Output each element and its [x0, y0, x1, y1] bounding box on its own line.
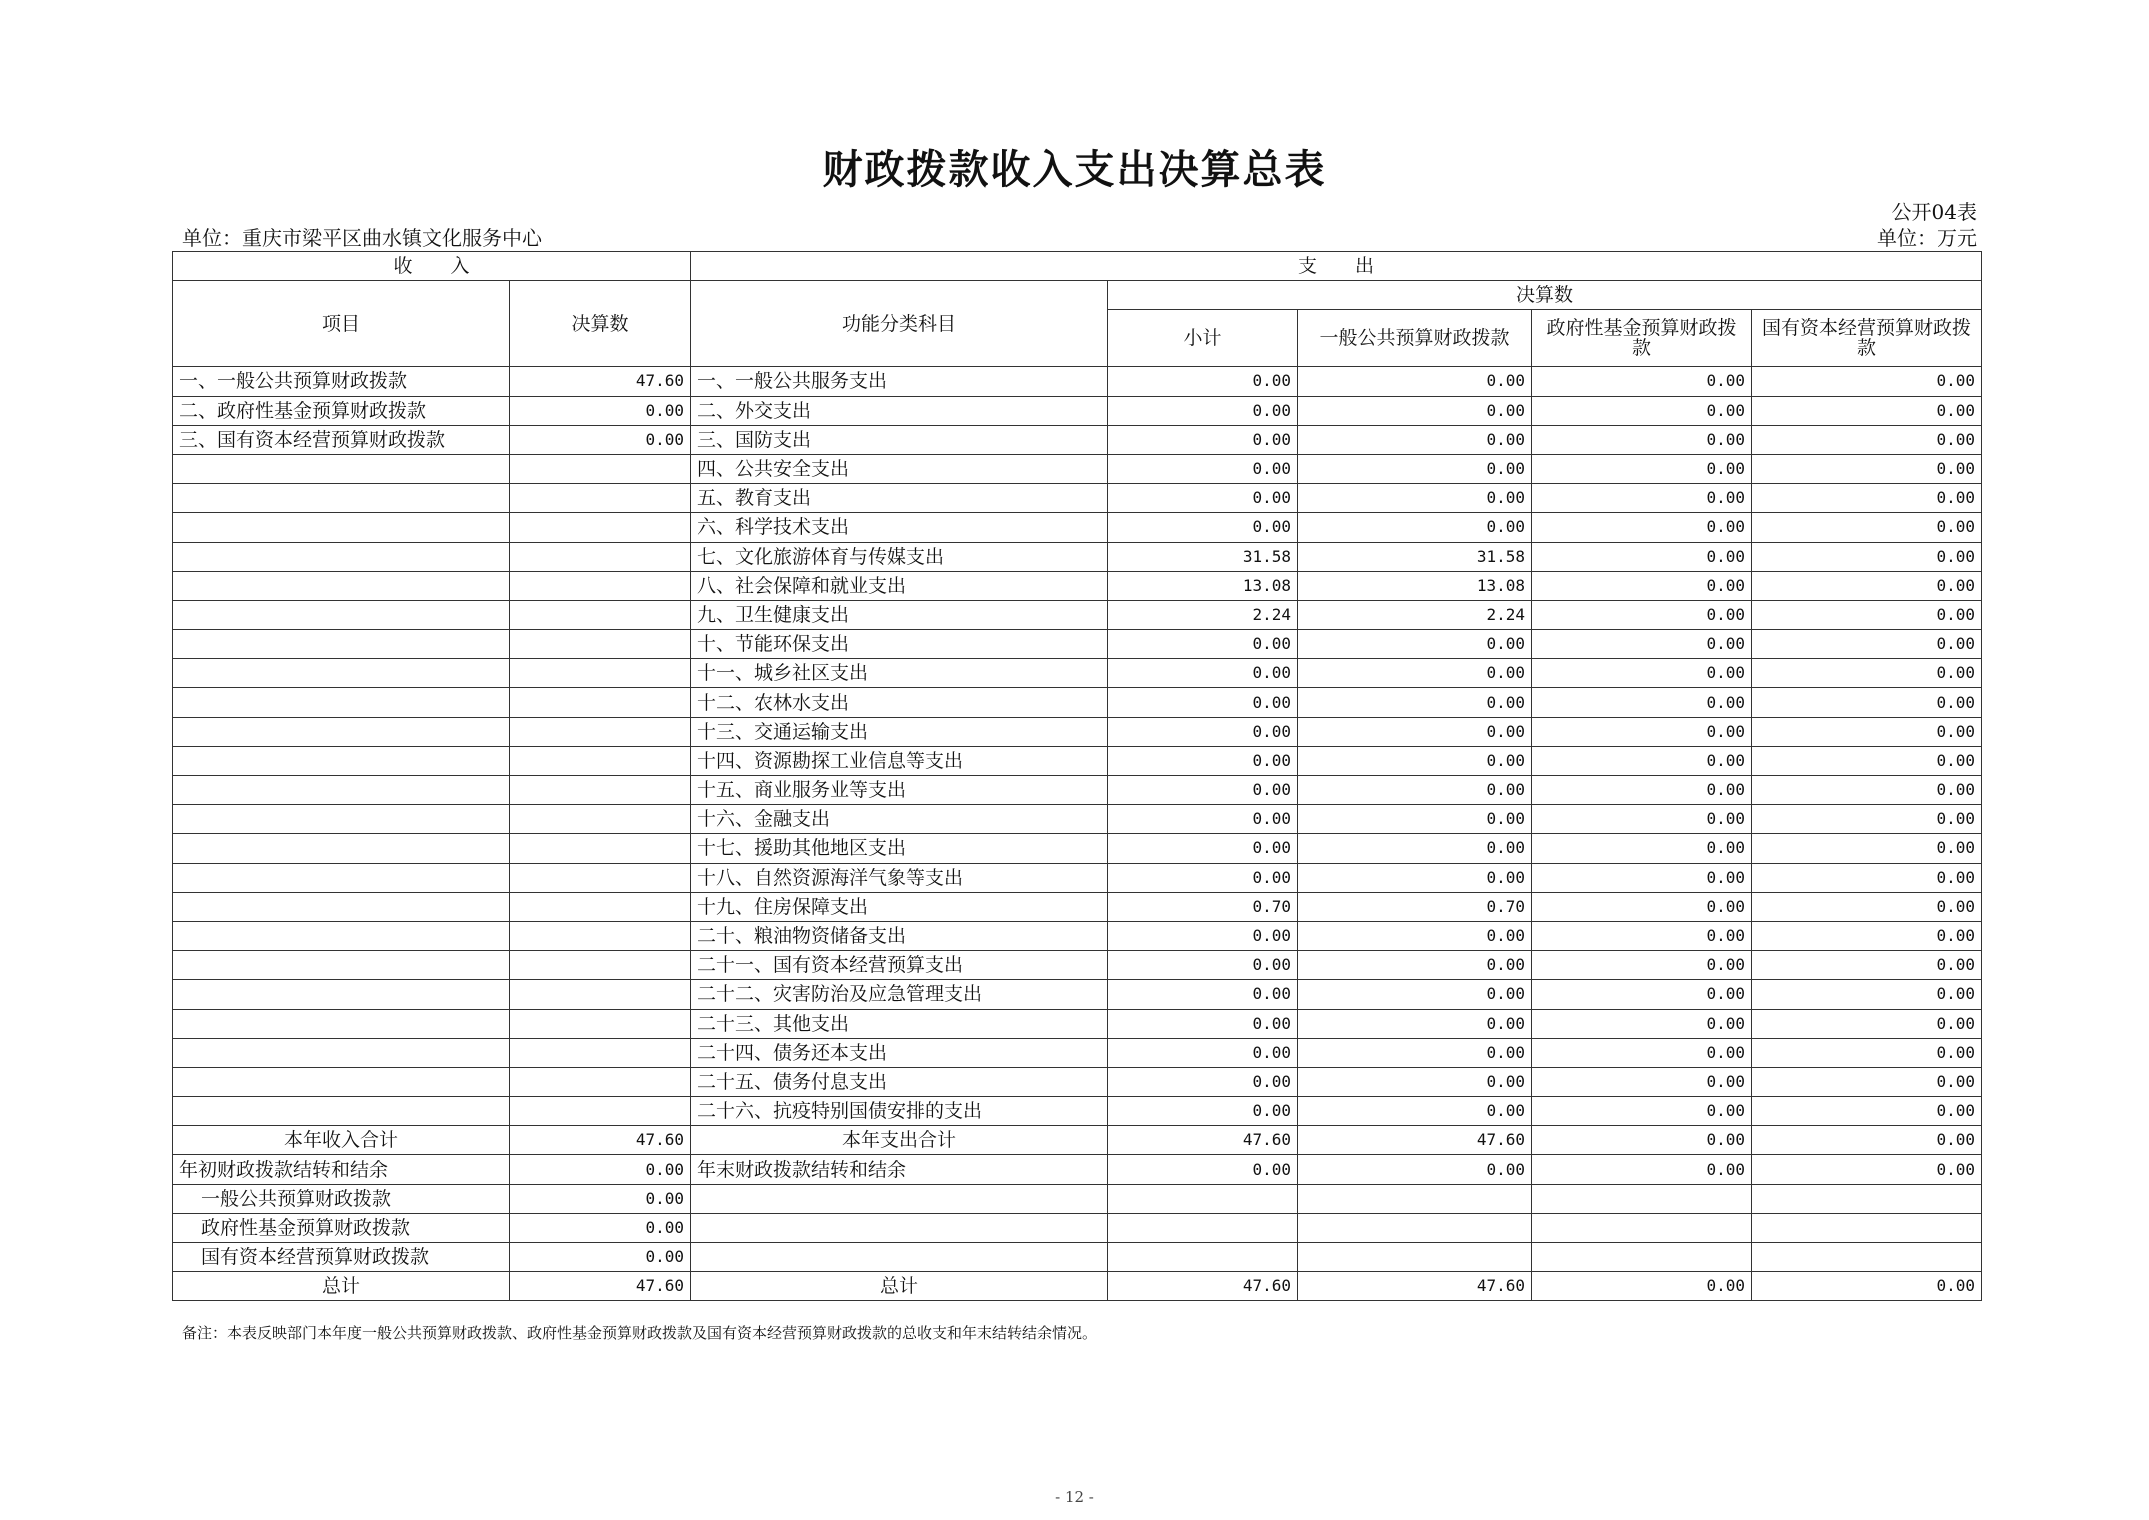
general-cell: 0.00: [1298, 805, 1532, 834]
subtotal-cell: 0.70: [1108, 892, 1298, 921]
income-item: [173, 717, 510, 746]
year-expense-label: 本年支出合计: [691, 1126, 1108, 1155]
income-amount: [510, 805, 691, 834]
page-title: 财政拨款收入支出决算总表: [822, 146, 1327, 193]
income-amount: 0.00: [510, 396, 691, 425]
subtotal-header: 小计: [1108, 310, 1298, 367]
income-item: [173, 484, 510, 513]
general-cell: 0.00: [1298, 776, 1532, 805]
grand-income-amount: 47.60: [510, 1272, 691, 1301]
state-capital-cell: 0.00: [1752, 513, 1982, 542]
income-amount: [510, 600, 691, 629]
expense-item: 九、卫生健康支出: [691, 600, 1108, 629]
general-cell: 0.00: [1298, 630, 1532, 659]
carry-sub-row: [173, 1213, 1982, 1242]
income-item: [173, 951, 510, 980]
income-amount: [510, 454, 691, 483]
gov-fund-cell: 0.00: [1532, 1097, 1752, 1126]
gov-fund-cell: 0.00: [1532, 513, 1752, 542]
income-item: [173, 892, 510, 921]
expense-item: 八、社会保障和就业支出: [691, 571, 1108, 600]
gov-fund-cell: 0.00: [1532, 571, 1752, 600]
carry-general: 0.00: [1298, 1155, 1532, 1184]
year-state-capital: 0.00: [1752, 1126, 1982, 1155]
general-cell: 0.00: [1298, 454, 1532, 483]
subtotal-cell: 31.58: [1108, 542, 1298, 571]
state-capital-cell: 0.00: [1752, 1038, 1982, 1067]
gov-fund-cell: 0.00: [1532, 863, 1752, 892]
table-row: [173, 921, 1982, 950]
subtotal-cell: 0.00: [1108, 513, 1298, 542]
subtotal-cell: 0.00: [1108, 717, 1298, 746]
income-item: [173, 776, 510, 805]
gov-fund-cell: 0.00: [1532, 659, 1752, 688]
subtotal-cell: 0.00: [1108, 951, 1298, 980]
gov-fund-cell: 0.00: [1532, 454, 1752, 483]
subtotal-cell: 0.00: [1108, 659, 1298, 688]
income-amount: [510, 776, 691, 805]
expense-header: 支 出: [691, 252, 1982, 281]
table-row: [173, 863, 1982, 892]
gov-fund-cell: 0.00: [1532, 921, 1752, 950]
gov-fund-cell: 0.00: [1532, 1038, 1752, 1067]
carry-sub-row: [173, 1243, 1982, 1272]
income-item: [173, 834, 510, 863]
subtotal-cell: 0.00: [1108, 805, 1298, 834]
table-row: [173, 1038, 1982, 1067]
gov-fund-cell: 0.00: [1532, 688, 1752, 717]
page-number: - 12 -: [1055, 1488, 1094, 1506]
final-header: 决算数: [1108, 281, 1982, 310]
gov-fund-cell: 0.00: [1532, 834, 1752, 863]
carry-sub-amount: 0.00: [510, 1243, 691, 1272]
gov-fund-cell: 0.00: [1532, 484, 1752, 513]
general-cell: 0.00: [1298, 863, 1532, 892]
fiscal-summary-table: [172, 251, 1982, 1301]
income-header: 收 入: [173, 252, 691, 281]
income-item: [173, 921, 510, 950]
carry-sub-row: [173, 1184, 1982, 1213]
general-header: 一般公共预算财政拨款: [1298, 310, 1532, 367]
year-income-amount: 47.60: [510, 1126, 691, 1155]
income-item: [173, 454, 510, 483]
expense-item: 十九、住房保障支出: [691, 892, 1108, 921]
expense-item: 二十四、债务还本支出: [691, 1038, 1108, 1067]
state-capital-cell: 0.00: [1752, 454, 1982, 483]
income-amount: [510, 513, 691, 542]
expense-item: 十五、商业服务业等支出: [691, 776, 1108, 805]
expense-item: 二十五、债务付息支出: [691, 1067, 1108, 1096]
state-capital-cell: 0.00: [1752, 396, 1982, 425]
table-row: [173, 542, 1982, 571]
carry-sub-label: 政府性基金预算财政拨款: [173, 1213, 510, 1242]
expense-item: 二十二、灾害防治及应急管理支出: [691, 980, 1108, 1009]
state-capital-cell: 0.00: [1752, 688, 1982, 717]
state-capital-cell: 0.00: [1752, 951, 1982, 980]
income-amount: [510, 892, 691, 921]
income-item: [173, 1067, 510, 1096]
subtotal-cell: 0.00: [1108, 1009, 1298, 1038]
income-item: [173, 688, 510, 717]
gov-fund-cell: 0.00: [1532, 746, 1752, 775]
gov-fund-cell: 0.00: [1532, 776, 1752, 805]
subtotal-cell: 0.00: [1108, 425, 1298, 454]
table-row: [173, 746, 1982, 775]
expense-item: 二十六、抗疫特别国债安排的支出: [691, 1097, 1108, 1126]
subtotal-cell: 0.00: [1108, 688, 1298, 717]
general-cell: 13.08: [1298, 571, 1532, 600]
gov-fund-cell: 0.00: [1532, 396, 1752, 425]
subtotal-cell: 0.00: [1108, 630, 1298, 659]
income-amount: 47.60: [510, 367, 691, 396]
subtotal-cell: 0.00: [1108, 1067, 1298, 1096]
subtotal-cell: 0.00: [1108, 1097, 1298, 1126]
general-cell: 0.00: [1298, 980, 1532, 1009]
gov-fund-cell: 0.00: [1532, 892, 1752, 921]
expense-item: 七、文化旅游体育与传媒支出: [691, 542, 1108, 571]
general-cell: 0.00: [1298, 425, 1532, 454]
expense-item: 二、外交支出: [691, 396, 1108, 425]
income-amount: 0.00: [510, 425, 691, 454]
grand-state-capital: 0.00: [1752, 1272, 1982, 1301]
income-item: [173, 542, 510, 571]
carry-sub-amount: 0.00: [510, 1184, 691, 1213]
general-cell: 0.00: [1298, 1038, 1532, 1067]
gov-fund-cell: 0.00: [1532, 1067, 1752, 1096]
state-capital-cell: 0.00: [1752, 776, 1982, 805]
grand-subtotal: 47.60: [1108, 1272, 1298, 1301]
gov-fund-cell: 0.00: [1532, 600, 1752, 629]
table-row: [173, 688, 1982, 717]
expense-item: 十、节能环保支出: [691, 630, 1108, 659]
income-item: 二、政府性基金预算财政拨款: [173, 396, 510, 425]
income-item: [173, 863, 510, 892]
subtotal-cell: 0.00: [1108, 367, 1298, 396]
state-capital-cell: 0.00: [1752, 921, 1982, 950]
carry-expense-label: 年末财政拨款结转和结余: [691, 1155, 1108, 1184]
carry-sub-label: 一般公共预算财政拨款: [173, 1184, 510, 1213]
expense-item: 十六、金融支出: [691, 805, 1108, 834]
table-row: [173, 659, 1982, 688]
gov-fund-cell: 0.00: [1532, 717, 1752, 746]
subtotal-cell: 0.00: [1108, 776, 1298, 805]
expense-item: 十四、资源勘探工业信息等支出: [691, 746, 1108, 775]
table-row: [173, 1009, 1982, 1038]
general-cell: 0.00: [1298, 951, 1532, 980]
income-item: [173, 630, 510, 659]
income-amount: [510, 951, 691, 980]
income-amount: [510, 717, 691, 746]
income-amount: [510, 688, 691, 717]
expense-item: 四、公共安全支出: [691, 454, 1108, 483]
general-cell: 0.00: [1298, 1097, 1532, 1126]
form-number: 公开04表: [1891, 200, 1977, 224]
table-row: [173, 367, 1982, 396]
gov-fund-cell: 0.00: [1532, 805, 1752, 834]
table-row: [173, 571, 1982, 600]
item-header: 项目: [173, 281, 510, 367]
expense-item: 六、科学技术支出: [691, 513, 1108, 542]
carry-sub-label: 国有资本经营预算财政拨款: [173, 1243, 510, 1272]
state-capital-cell: 0.00: [1752, 980, 1982, 1009]
general-cell: 0.00: [1298, 921, 1532, 950]
amount-header: 决算数: [510, 281, 691, 367]
general-cell: 0.00: [1298, 484, 1532, 513]
income-item: [173, 1009, 510, 1038]
table-row: [173, 776, 1982, 805]
state-capital-cell: 0.00: [1752, 1097, 1982, 1126]
income-item: 三、国有资本经营预算财政拨款: [173, 425, 510, 454]
table-row: [173, 396, 1982, 425]
gov-fund-cell: 0.00: [1532, 980, 1752, 1009]
income-item: [173, 571, 510, 600]
table-row: [173, 980, 1982, 1009]
table-row: [173, 600, 1982, 629]
general-cell: 0.00: [1298, 746, 1532, 775]
expense-item: 十二、农林水支出: [691, 688, 1108, 717]
general-cell: 0.70: [1298, 892, 1532, 921]
state-capital-cell: 0.00: [1752, 367, 1982, 396]
income-amount: [510, 921, 691, 950]
year-subtotal: 47.60: [1108, 1126, 1298, 1155]
general-cell: 0.00: [1298, 367, 1532, 396]
grand-total-row: [173, 1272, 1982, 1301]
table-body: [173, 367, 1982, 1126]
carry-gov-fund: 0.00: [1532, 1155, 1752, 1184]
grand-gov-fund: 0.00: [1532, 1272, 1752, 1301]
table-row: [173, 805, 1982, 834]
expense-item: 二十、粮油物资储备支出: [691, 921, 1108, 950]
expense-item: 一、一般公共服务支出: [691, 367, 1108, 396]
general-cell: 0.00: [1298, 659, 1532, 688]
state-capital-cell: 0.00: [1752, 834, 1982, 863]
income-amount: [510, 1038, 691, 1067]
gov-fund-cell: 0.00: [1532, 367, 1752, 396]
income-amount: [510, 484, 691, 513]
gov-fund-header: 政府性基金预算财政拨款: [1532, 310, 1752, 367]
table-row: [173, 892, 1982, 921]
general-cell: 0.00: [1298, 1067, 1532, 1096]
table-row: [173, 484, 1982, 513]
year-total-row: [173, 1126, 1982, 1155]
table-row: [173, 951, 1982, 980]
subtotal-cell: 0.00: [1108, 980, 1298, 1009]
carry-income-amount: 0.00: [510, 1155, 691, 1184]
expense-item: 十三、交通运输支出: [691, 717, 1108, 746]
state-capital-header: 国有资本经营预算财政拨款: [1752, 310, 1982, 367]
carry-state-capital: 0.00: [1752, 1155, 1982, 1184]
expense-item: 十七、援助其他地区支出: [691, 834, 1108, 863]
state-capital-cell: 0.00: [1752, 425, 1982, 454]
table-row: [173, 834, 1982, 863]
state-capital-cell: 0.00: [1752, 746, 1982, 775]
income-amount: [510, 1009, 691, 1038]
carry-income-label: 年初财政拨款结转和结余: [173, 1155, 510, 1184]
subtotal-cell: 0.00: [1108, 863, 1298, 892]
unit-line: [172, 222, 1977, 250]
expense-item: 十八、自然资源海洋气象等支出: [691, 863, 1108, 892]
expense-item: 二十一、国有资本经营预算支出: [691, 951, 1108, 980]
grand-expense-label: 总计: [691, 1272, 1108, 1301]
income-item: [173, 746, 510, 775]
carry-sub-amount: 0.00: [510, 1213, 691, 1242]
income-item: 一、一般公共预算财政拨款: [173, 367, 510, 396]
income-item: [173, 980, 510, 1009]
table-row: [173, 717, 1982, 746]
expense-item: 十一、城乡社区支出: [691, 659, 1108, 688]
income-item: [173, 1097, 510, 1126]
subtotal-cell: 0.00: [1108, 454, 1298, 483]
unit-label: 单位：重庆市梁平区曲水镇文化服务中心: [182, 226, 542, 250]
income-amount: [510, 542, 691, 571]
subtotal-cell: 0.00: [1108, 396, 1298, 425]
state-capital-cell: 0.00: [1752, 659, 1982, 688]
income-item: [173, 659, 510, 688]
footnote: 备注：本表反映部门本年度一般公共预算财政拨款、政府性基金预算财政拨款及国有资本经营预算财政拨款的总收支和年末结转结余情况。: [182, 1324, 1098, 1342]
general-cell: 0.00: [1298, 717, 1532, 746]
state-capital-cell: 0.00: [1752, 805, 1982, 834]
expense-item: 五、教育支出: [691, 484, 1108, 513]
func-class-header: 功能分类科目: [691, 281, 1108, 367]
general-cell: 0.00: [1298, 1009, 1532, 1038]
general-cell: 0.00: [1298, 834, 1532, 863]
income-amount: [510, 630, 691, 659]
subtotal-cell: 0.00: [1108, 484, 1298, 513]
carry-row: [173, 1155, 1982, 1184]
state-capital-cell: 0.00: [1752, 630, 1982, 659]
income-item: [173, 805, 510, 834]
state-capital-cell: 0.00: [1752, 600, 1982, 629]
income-item: [173, 513, 510, 542]
carry-subtotal: 0.00: [1108, 1155, 1298, 1184]
income-amount: [510, 863, 691, 892]
grand-income-label: 总计: [173, 1272, 510, 1301]
subtotal-cell: 0.00: [1108, 921, 1298, 950]
year-general: 47.60: [1298, 1126, 1532, 1155]
state-capital-cell: 0.00: [1752, 863, 1982, 892]
state-capital-cell: 0.00: [1752, 1009, 1982, 1038]
table-row: [173, 1067, 1982, 1096]
subtotal-cell: 13.08: [1108, 571, 1298, 600]
state-capital-cell: 0.00: [1752, 571, 1982, 600]
subtotal-cell: 0.00: [1108, 834, 1298, 863]
table-row: [173, 425, 1982, 454]
grand-general: 47.60: [1298, 1272, 1532, 1301]
income-amount: [510, 1067, 691, 1096]
table-row: [173, 513, 1982, 542]
year-income-label: 本年收入合计: [173, 1126, 510, 1155]
year-gov-fund: 0.00: [1532, 1126, 1752, 1155]
state-capital-cell: 0.00: [1752, 484, 1982, 513]
state-capital-cell: 0.00: [1752, 717, 1982, 746]
gov-fund-cell: 0.00: [1532, 542, 1752, 571]
gov-fund-cell: 0.00: [1532, 951, 1752, 980]
table-row: [173, 454, 1982, 483]
currency-label: 单位：万元: [1877, 226, 1977, 250]
expense-item: 二十三、其他支出: [691, 1009, 1108, 1038]
subtotal-cell: 0.00: [1108, 746, 1298, 775]
gov-fund-cell: 0.00: [1532, 425, 1752, 454]
subtotal-cell: 2.24: [1108, 600, 1298, 629]
subtotal-cell: 0.00: [1108, 1038, 1298, 1067]
income-amount: [510, 571, 691, 600]
general-cell: 0.00: [1298, 396, 1532, 425]
state-capital-cell: 0.00: [1752, 1067, 1982, 1096]
general-cell: 0.00: [1298, 688, 1532, 717]
income-amount: [510, 834, 691, 863]
general-cell: 2.24: [1298, 600, 1532, 629]
income-item: [173, 1038, 510, 1067]
expense-item: 三、国防支出: [691, 425, 1108, 454]
income-amount: [510, 1097, 691, 1126]
table-row: [173, 630, 1982, 659]
income-item: [173, 600, 510, 629]
income-amount: [510, 980, 691, 1009]
gov-fund-cell: 0.00: [1532, 630, 1752, 659]
income-amount: [510, 746, 691, 775]
general-cell: 0.00: [1298, 513, 1532, 542]
state-capital-cell: 0.00: [1752, 892, 1982, 921]
table-row: [173, 1097, 1982, 1126]
gov-fund-cell: 0.00: [1532, 1009, 1752, 1038]
state-capital-cell: 0.00: [1752, 542, 1982, 571]
income-amount: [510, 659, 691, 688]
general-cell: 31.58: [1298, 542, 1532, 571]
